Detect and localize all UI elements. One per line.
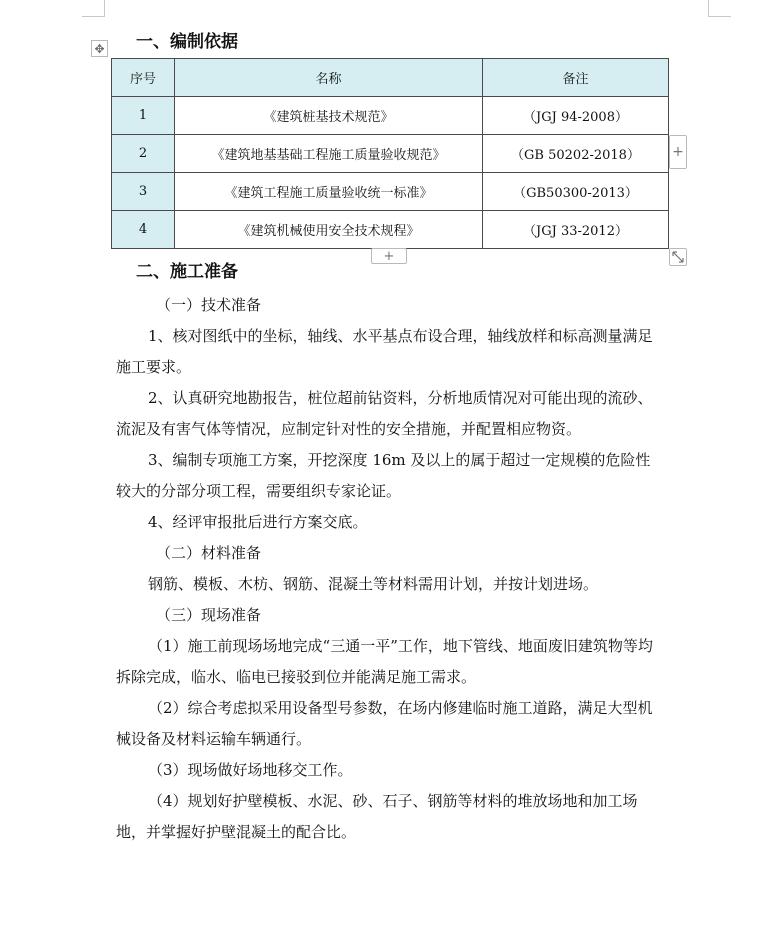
page-corner-mark-right — [708, 0, 731, 17]
add-column-button[interactable]: + — [669, 135, 687, 169]
subheading-technical: （一）技术准备 — [156, 296, 262, 314]
row-index-cell[interactable]: 2 — [112, 135, 175, 173]
table-row — [112, 135, 669, 173]
table-row — [112, 173, 669, 211]
row-note-cell[interactable]: （JGJ 94-2008） — [483, 97, 669, 135]
row-index-cell[interactable]: 1 — [112, 97, 175, 135]
paragraph: （3）现场做好场地移交工作。 — [148, 761, 353, 779]
subheading-site: （三）现场准备 — [156, 606, 262, 624]
paragraph: 2、认真研究地勘报告，桩位超前钻资料，分析地质情况对可能出现的流砂、流泥及有害气体等情况，应制定针对性的安全措施，并配置相应物资。 — [116, 389, 653, 438]
row-note-cell[interactable]: （GB50300-2013） — [483, 173, 669, 211]
preparation-body — [116, 290, 664, 848]
paragraph: （1）施工前现场场地完成“三通一平”工作，地下管线、地面废旧建筑物等均拆除完成，临水、临电已接驳到位并能满足施工需求。 — [116, 637, 653, 686]
table-row — [112, 97, 669, 135]
header-cell-note: 备注 — [483, 59, 669, 97]
page-corner-mark-left — [82, 0, 105, 17]
paragraph: （2）综合考虑拟采用设备型号参数，在场内修建临时施工道路，满足大型机械设备及材料运输车辆通行。 — [116, 699, 653, 748]
row-name-cell[interactable]: 《建筑机械使用安全技术规程》 — [175, 211, 483, 249]
paragraph: 3、编制专项施工方案，开挖深度 16m 及以上的属于超过一定规模的危险性较大的分部分项工程，需要组织专家论证。 — [116, 451, 651, 500]
row-note-cell[interactable]: （GB 50202-2018） — [483, 135, 669, 173]
row-name-cell[interactable]: 《建筑工程施工质量验收统一标准》 — [175, 173, 483, 211]
row-name-cell[interactable]: 《建筑桩基技术规范》 — [175, 97, 483, 135]
add-row-button[interactable]: + — [371, 248, 407, 264]
paragraph: 钢筋、模板、木枋、钢筋、混凝土等材料需用计划，并按计划进场。 — [148, 575, 599, 593]
subheading-materials: （二）材料准备 — [156, 544, 262, 562]
paragraph: （4）规划好护壁模板、水泥、砂、石子、钢筋等材料的堆放场地和加工场地，并掌握好护壁混凝土的配合比。 — [116, 792, 638, 841]
table-resize-icon[interactable] — [669, 248, 687, 266]
row-note-cell[interactable]: （JGJ 33-2012） — [483, 211, 669, 249]
section-heading-basis: 一、编制依据 — [136, 32, 238, 52]
header-cell-name: 名称 — [175, 59, 483, 97]
section-heading-preparation: 二、施工准备 — [136, 262, 238, 282]
paragraph: 1、核对图纸中的坐标，轴线、水平基点布设合理，轴线放样和标高测量满足施工要求。 — [116, 327, 653, 376]
row-index-cell[interactable]: 4 — [112, 211, 175, 249]
table-header-row — [112, 59, 669, 97]
table-row — [112, 211, 669, 249]
row-name-cell[interactable]: 《建筑地基基础工程施工质量验收规范》 — [175, 135, 483, 173]
basis-table — [111, 58, 669, 249]
paragraph: 4、经评审报批后进行方案交底。 — [148, 513, 368, 531]
row-index-cell[interactable]: 3 — [112, 173, 175, 211]
table-move-handle-icon[interactable]: ✥ — [91, 40, 108, 57]
header-cell-index: 序号 — [112, 59, 175, 97]
